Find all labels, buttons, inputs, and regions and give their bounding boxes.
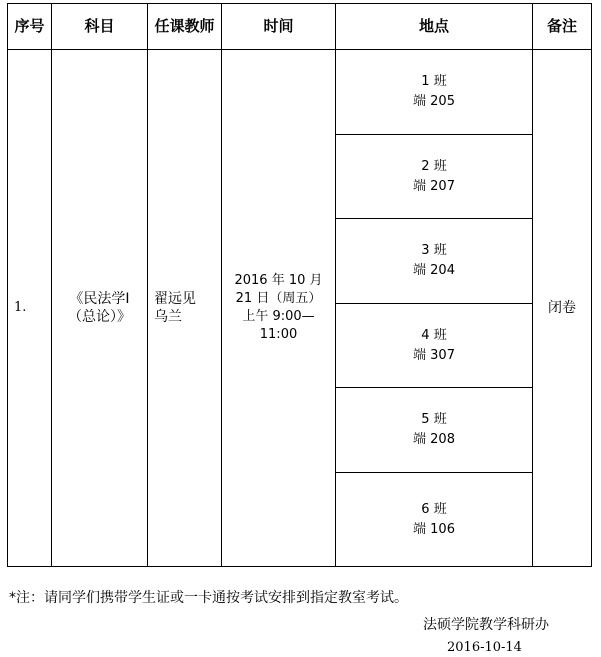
teacher-name: 乌兰 [154,309,182,325]
header-subject: 科目 [52,4,148,50]
location-class: 2 班 [421,158,447,174]
time-line: 2016 年 10 月 [234,273,323,288]
header-teacher: 任课教师 [148,4,222,50]
location-room: 端 207 [413,178,455,194]
subject-line: （总论）》 [68,309,131,325]
location-class: 5 班 [421,412,447,427]
footer-date: 2016-10-14 [447,640,522,655]
header-remark: 备注 [533,4,592,50]
cell-remark: 闭卷 [533,50,592,567]
location-class: 1 班 [421,74,447,89]
location-cell [336,219,533,304]
footer-department: 法硕学院教学科研办 [423,617,549,633]
teacher-name: 翟远见 [154,291,196,307]
table-header-row [8,4,592,50]
location-cell [336,135,533,219]
location-room: 端 307 [413,347,455,363]
time-line: 11:00 [259,327,298,342]
location-cell [336,50,533,135]
exam-schedule-table [7,3,592,567]
header-location: 地点 [336,4,533,50]
header-time: 时间 [222,4,336,50]
subject-line: 《民法学Ⅰ [69,291,130,307]
location-class: 4 班 [421,327,447,343]
location-room: 端 208 [413,432,455,447]
time-line: 上午 9:00— [242,309,315,324]
location-class: 6 班 [421,501,447,517]
location-room: 端 106 [413,521,455,537]
location-cell [336,304,533,388]
location-room: 端 205 [413,94,455,109]
location-cell [336,388,533,473]
location-cell [336,473,533,567]
header-seq: 序号 [8,4,52,50]
cell-seq: 1. [8,50,52,567]
cell-teacher [148,50,222,567]
time-line: 21 日（周五） [235,291,322,306]
location-room: 端 204 [413,263,455,278]
footer-note: *注：请同学们携带学生证或一卡通按考试安排到指定教室考试。 [9,590,408,606]
location-class: 3 班 [421,243,447,258]
table-row [8,50,592,135]
cell-subject [52,50,148,567]
cell-time [222,50,336,567]
